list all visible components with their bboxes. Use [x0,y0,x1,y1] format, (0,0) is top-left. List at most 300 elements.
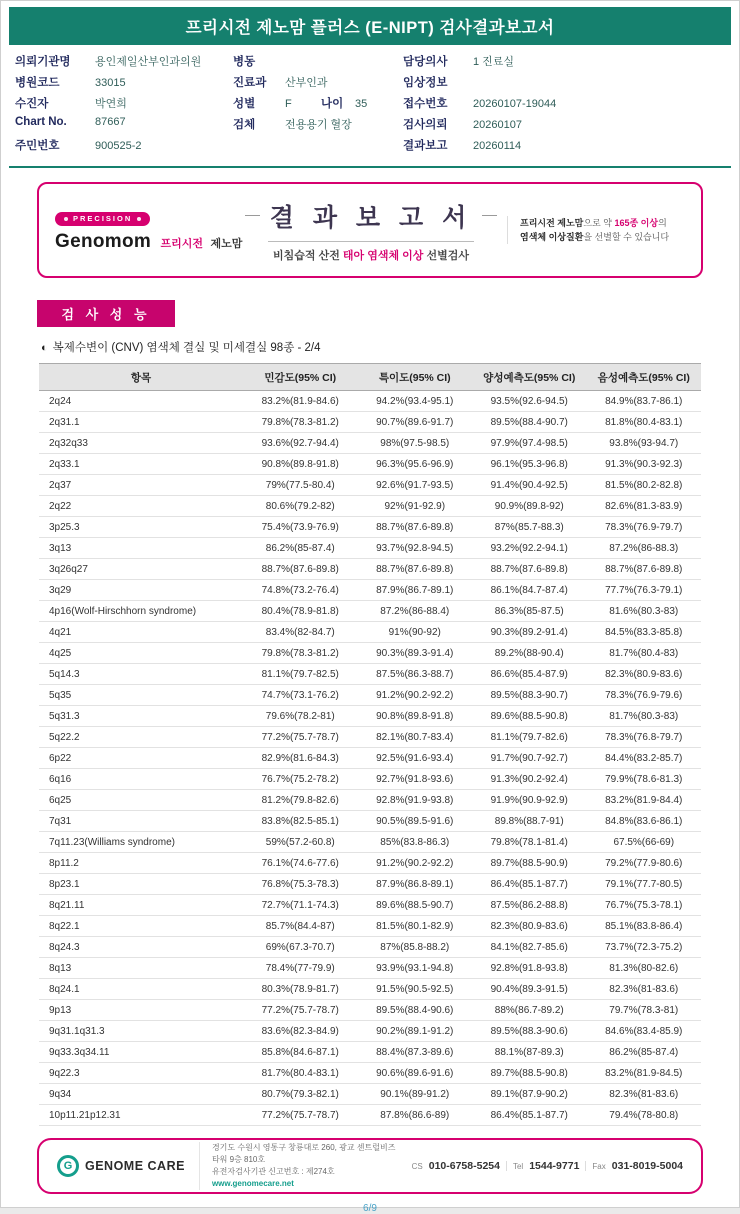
patient-info-col1 [15,53,233,158]
field-label: 담당의사 [403,56,448,68]
value-cell: 92.5%(91.6-93.4) [358,748,473,769]
value-cell: 81.2%(79.8-82.6) [243,790,358,811]
subtitle-suffix: 선별검사 [423,249,469,262]
table-row [39,706,701,727]
field-label: 성별 [233,98,256,110]
value-cell: 89.7%(88.5-90.9) [472,853,587,874]
value-cell: 86.4%(85.1-87.7) [472,1105,587,1126]
note-emphasis: 염색체 이상질환 [520,232,584,242]
field-value: 전용용기 혈장 [285,119,352,131]
value-cell: 91.2%(90.2-92.2) [358,853,473,874]
value-cell: 81.1%(79.7-82.5) [243,664,358,685]
value-cell: 91.3%(90.3-92.3) [587,454,702,475]
value-cell: 91.9%(90.9-92.9) [472,790,587,811]
report-header-box [37,182,703,278]
table-row [39,1084,701,1105]
item-name-cell: 9q31.1q31.3 [39,1021,243,1042]
value-cell: 88%(86.7-89.2) [472,1000,587,1021]
cs-number: 010-6758-5254 [428,1160,500,1172]
value-cell: 92.8%(91.8-93.8) [472,958,587,979]
field-value: 20260107-19044 [473,98,557,110]
value-cell: 82.3%(80.9-83.6) [472,916,587,937]
value-cell: 81.5%(80.1-82.9) [358,916,473,937]
table-row [39,1021,701,1042]
value-cell: 87.5%(86.2-88.8) [472,895,587,916]
value-cell: 82.3%(81-83.6) [587,1084,702,1105]
section-title-test-performance: 검 사 성 능 [37,300,175,327]
genomom-logo [55,208,243,253]
genomecare-logo [57,1155,185,1177]
value-cell: 79.6%(78.2-81) [243,706,358,727]
item-name-cell: 6p22 [39,748,243,769]
value-cell: 88.7%(87.6-89.8) [358,559,473,580]
value-cell: 87.9%(86.8-89.1) [358,874,473,895]
value-cell: 79.9%(78.6-81.3) [587,769,702,790]
value-cell: 82.6%(81.3-83.9) [587,496,702,517]
table-row [39,853,701,874]
table-row [39,580,701,601]
field-specimen [233,116,403,137]
item-name-cell: 8p11.2 [39,853,243,874]
note-line-2 [520,230,685,244]
value-cell: 78.3%(76.8-79.7) [587,727,702,748]
note-line-1 [520,216,685,230]
contact-info [412,1160,683,1172]
field-label: 병원코드 [15,77,60,89]
value-cell: 89.5%(88.3-90.7) [472,685,587,706]
field-label: 주민번호 [15,140,60,152]
value-cell: 84.6%(83.4-85.9) [587,1021,702,1042]
field-doctor [403,53,725,74]
value-cell: 69%(67.3-70.7) [243,937,358,958]
section-subtitle [41,339,739,355]
table-row [39,748,701,769]
note-brand: 프리시전 제노맘 [520,217,584,228]
field-label: 접수번호 [403,98,448,110]
value-cell: 84.8%(83.6-86.1) [587,811,702,832]
field-label: Chart No. [15,116,67,128]
value-cell: 88.7%(87.6-89.8) [472,559,587,580]
field-ward [233,53,403,74]
value-cell: 76.1%(74.6-77.6) [243,853,358,874]
value-cell: 92.8%(91.9-93.8) [358,790,473,811]
note-text: 으로 약 [583,217,615,228]
genomecare-logo-icon: G [57,1155,79,1177]
item-name-cell: 8q24.1 [39,979,243,1000]
col-header-ppv: 양성예측도(95% CI) [472,364,587,391]
value-cell: 76.7%(75.2-78.2) [243,769,358,790]
item-name-cell: 2q24 [39,391,243,412]
note-text: 을 선별할 수 있습니다 [583,232,670,242]
item-name-cell: 7q11.23(Williams syndrome) [39,832,243,853]
value-cell: 72.7%(71.1-74.3) [243,895,358,916]
value-cell: 79.8%(78.3-81.2) [243,412,358,433]
field-value: 용인제일산부인과의원 [95,56,202,68]
item-name-cell: 2q22 [39,496,243,517]
report-note [507,216,685,245]
item-name-cell: 9p13 [39,1000,243,1021]
value-cell: 88.1%(87-89.3) [472,1042,587,1063]
value-cell: 85.7%(84.4-87) [243,916,358,937]
value-cell: 93.9%(93.1-94.8) [358,958,473,979]
value-cell: 94.2%(93.4-95.1) [358,391,473,412]
patient-info-col3 [403,53,725,158]
value-cell: 88.7%(87.6-89.8) [358,517,473,538]
page-number: 6/9 [363,1203,377,1214]
report-title-row [245,198,497,234]
brand-name-en: Genomom [55,230,152,252]
value-cell: 81.3%(80-82.6) [587,958,702,979]
performance-table [39,363,701,1126]
value-cell: 87.2%(86-88.3) [587,538,702,559]
decorative-line-right [482,215,497,216]
field-label: 검체 [233,119,256,131]
value-cell: 79.8%(78.1-81.4) [472,832,587,853]
value-cell: 88.7%(87.6-89.8) [587,559,702,580]
fax-number: 031-8019-5004 [611,1160,683,1172]
value-cell: 87.8%(86.6-89) [358,1105,473,1126]
value-cell: 80.7%(79.3-82.1) [243,1084,358,1105]
value-cell: 90.8%(89.8-91.8) [358,706,473,727]
col-header-npv: 음성예측도(95% CI) [587,364,702,391]
value-cell: 82.3%(81-83.6) [587,979,702,1000]
company-website-link[interactable]: www.genomecare.net [211,1179,294,1188]
value-cell: 90.2%(89.1-91.2) [358,1021,473,1042]
value-cell: 91%(90-92) [358,622,473,643]
field-chart-no [15,116,233,137]
company-address-block [199,1142,398,1190]
field-label-age: 나이 [321,98,344,110]
value-cell: 88.4%(87.3-89.6) [358,1042,473,1063]
value-cell: 91.7%(90.7-92.7) [472,748,587,769]
value-cell: 93.7%(92.8-94.5) [358,538,473,559]
value-cell: 79%(77.5-80.4) [243,475,358,496]
value-cell: 83.4%(82-84.7) [243,622,358,643]
contact-separator [506,1161,507,1171]
field-value: 900525-2 [95,140,142,152]
value-cell: 84.9%(83.7-86.1) [587,391,702,412]
value-cell: 86.2%(85-87.4) [587,1042,702,1063]
section-subtitle-text: 복제수변이 (CNV) 염색체 결실 및 미세결실 98종 - 2/4 [52,342,321,354]
item-name-cell: 5q14.3 [39,664,243,685]
item-name-cell: 3q29 [39,580,243,601]
value-cell: 81.1%(79.7-82.6) [472,727,587,748]
field-label: 임상정보 [403,77,448,89]
value-cell: 81.8%(80.4-83.1) [587,412,702,433]
value-cell: 59%(57.2-60.8) [243,832,358,853]
item-name-cell: 5q31.3 [39,706,243,727]
table-row [39,916,701,937]
value-cell: 86.3%(85-87.5) [472,601,587,622]
subtitle-highlight: 태아 염색체 이상 [342,249,424,262]
field-resident-id [15,137,233,158]
item-name-cell: 2q33.1 [39,454,243,475]
note-highlight: 165종 이상 [614,217,659,228]
value-cell: 90.3%(89.3-91.4) [358,643,473,664]
value-cell: 91.4%(90.4-92.5) [472,475,587,496]
performance-table-body [39,391,701,1126]
item-name-cell: 4p16(Wolf-Hirschhorn syndrome) [39,601,243,622]
value-cell: 76.8%(75.3-78.3) [243,874,358,895]
item-name-cell: 10p11.21p12.31 [39,1105,243,1126]
value-cell: 93.2%(92.2-94.1) [472,538,587,559]
value-cell: 83.6%(82.3-84.9) [243,1021,358,1042]
report-subtitle [268,241,475,263]
report-title-block [235,198,507,263]
table-row [39,1000,701,1021]
item-name-cell: 4q21 [39,622,243,643]
value-cell: 81.5%(80.2-82.8) [587,475,702,496]
footer [37,1138,703,1194]
value-cell: 75.4%(73.9-76.9) [243,517,358,538]
field-hospital-code [15,74,233,95]
contact-separator [585,1161,586,1171]
item-name-cell: 6q25 [39,790,243,811]
table-row [39,496,701,517]
company-address: 경기도 수원시 영통구 창룡대로 260, 광교 센트럴비즈타워 9층 810호 [211,1143,396,1164]
table-row [39,412,701,433]
value-cell: 89.6%(88.5-90.7) [358,895,473,916]
item-name-cell: 2q31.1 [39,412,243,433]
value-cell: 96.1%(95.3-96.8) [472,454,587,475]
value-cell: 82.1%(80.7-83.4) [358,727,473,748]
field-value: 20260114 [473,140,522,152]
precision-badge: PRECISION [55,212,150,226]
table-row [39,1063,701,1084]
value-cell: 96.3%(95.6-96.9) [358,454,473,475]
field-sex-age [233,95,403,116]
item-name-cell: 8q13 [39,958,243,979]
value-cell: 92.7%(91.8-93.6) [358,769,473,790]
value-cell: 83.2%(81.9-84.6) [243,391,358,412]
value-cell: 79.4%(78-80.8) [587,1105,702,1126]
value-cell: 77.7%(76.3-79.1) [587,580,702,601]
item-name-cell: 7q31 [39,811,243,832]
table-row [39,664,701,685]
table-row [39,454,701,475]
value-cell: 89.2%(88-90.4) [472,643,587,664]
field-label: 검사의뢰 [403,119,448,131]
value-cell: 90.9%(89.8-92) [472,496,587,517]
tel-number: 1544-9771 [529,1160,580,1172]
item-name-cell: 9q33.3q34.11 [39,1042,243,1063]
table-row [39,958,701,979]
table-row [39,643,701,664]
divider-line [9,166,731,168]
table-row [39,895,701,916]
field-referring-org [15,53,233,74]
company-registration: 유전자검사기관 신고번호 : 제274호 [211,1167,335,1176]
half-circle-icon: ◐ [41,342,48,354]
field-order-date [403,116,725,137]
value-cell: 83.8%(82.5-85.1) [243,811,358,832]
field-department [233,74,403,95]
value-cell: 84.5%(83.3-85.8) [587,622,702,643]
value-cell: 89.7%(88.5-90.8) [472,1063,587,1084]
page-title: 프리시전 제노맘 플러스 (E-NIPT) 검사결과보고서 [9,7,731,45]
field-label: 의뢰기관명 [15,56,71,68]
brand-name-ko-1: 프리시전 [160,237,204,250]
value-cell: 76.7%(75.3-78.1) [587,895,702,916]
col-header-sensitivity: 민감도(95% CI) [243,364,358,391]
value-cell: 82.9%(81.6-84.3) [243,748,358,769]
field-patient-name [15,95,233,116]
cs-label: CS [411,1162,423,1171]
table-row [39,874,701,895]
item-name-cell: 9q34 [39,1084,243,1105]
value-cell: 89.1%(87.9-90.2) [472,1084,587,1105]
table-row [39,517,701,538]
value-cell: 77.2%(75.7-78.7) [243,1000,358,1021]
item-name-cell: 9q22.3 [39,1063,243,1084]
report-title: 결 과 보 고 서 [269,203,473,232]
value-cell: 91.3%(90.2-92.4) [472,769,587,790]
value-cell: 77.2%(75.7-78.7) [243,727,358,748]
table-row [39,811,701,832]
value-cell: 90.5%(89.5-91.6) [358,811,473,832]
value-cell: 87.2%(86-88.4) [358,601,473,622]
patient-info-col2 [233,53,403,158]
item-name-cell: 8q21.11 [39,895,243,916]
fax-label: Fax [592,1162,606,1171]
table-row [39,685,701,706]
item-name-cell: 4q25 [39,643,243,664]
value-cell: 83.2%(81.9-84.4) [587,790,702,811]
field-label: 결과보고 [403,140,448,152]
table-row [39,475,701,496]
company-name: GENOME CARE [85,1159,185,1173]
value-cell: 86.6%(85.4-87.9) [472,664,587,685]
item-name-cell: 5q35 [39,685,243,706]
field-value: 33015 [95,77,126,89]
table-row [39,433,701,454]
value-cell: 84.4%(83.2-85.7) [587,748,702,769]
value-cell: 81.7%(80.4-83) [587,643,702,664]
value-cell: 82.3%(80.9-83.6) [587,664,702,685]
item-name-cell: 6q16 [39,769,243,790]
value-cell: 74.7%(73.1-76.2) [243,685,358,706]
field-clinical-info [403,74,725,95]
value-cell: 80.4%(78.9-81.8) [243,601,358,622]
field-value: 87667 [95,116,126,128]
value-cell: 86.1%(84.7-87.4) [472,580,587,601]
table-row [39,622,701,643]
value-cell: 90.6%(89.6-91.6) [358,1063,473,1084]
value-cell: 79.1%(77.7-80.5) [587,874,702,895]
value-cell: 88.7%(87.6-89.8) [243,559,358,580]
performance-table-wrap [39,363,701,1126]
value-cell: 79.8%(78.3-81.2) [243,643,358,664]
value-cell: 86.2%(85-87.4) [243,538,358,559]
value-cell: 97.9%(97.4-98.5) [472,433,587,454]
subtitle-prefix: 비침습적 산전 [273,249,343,262]
col-header-item: 항목 [39,364,243,391]
item-name-cell: 3q13 [39,538,243,559]
value-cell: 93.6%(92.7-94.4) [243,433,358,454]
col-header-specificity: 특이도(95% CI) [358,364,473,391]
value-cell: 85.8%(84.6-87.1) [243,1042,358,1063]
value-cell: 81.7%(80.3-83) [587,706,702,727]
value-cell: 89.5%(88.4-90.7) [472,412,587,433]
value-cell: 84.1%(82.7-85.6) [472,937,587,958]
field-value: 산부인과 [285,77,328,89]
value-cell: 89.5%(88.3-90.6) [472,1021,587,1042]
table-row [39,937,701,958]
value-cell: 85.1%(83.8-86.4) [587,916,702,937]
item-name-cell: 5q22.2 [39,727,243,748]
table-row [39,1042,701,1063]
brand-name-ko-2: 제노맘 [210,237,243,250]
value-cell: 93.5%(92.6-94.5) [472,391,587,412]
table-row [39,790,701,811]
value-cell: 85%(83.8-86.3) [358,832,473,853]
field-receipt-no [403,95,725,116]
value-cell: 78.4%(77-79.9) [243,958,358,979]
field-value: 1 진료실 [473,56,515,68]
value-cell: 81.6%(80.3-83) [587,601,702,622]
value-cell: 79.2%(77.9-80.6) [587,853,702,874]
table-row [39,391,701,412]
value-cell: 80.6%(79.2-82) [243,496,358,517]
brand-line [55,230,243,253]
value-cell: 77.2%(75.7-78.7) [243,1105,358,1126]
decorative-line-left [245,215,260,216]
item-name-cell: 8q22.1 [39,916,243,937]
table-row [39,1105,701,1126]
field-value: 20260107 [473,119,522,131]
tel-label: Tel [512,1162,524,1171]
value-cell: 90.7%(89.6-91.7) [358,412,473,433]
value-cell: 83.2%(81.9-84.5) [587,1063,702,1084]
value-cell: 87%(85.8-88.2) [358,937,473,958]
item-name-cell: 2q32q33 [39,433,243,454]
item-name-cell: 3p25.3 [39,517,243,538]
field-value-sex: F [285,98,292,110]
patient-info [15,53,725,158]
value-cell: 74.8%(73.2-76.4) [243,580,358,601]
table-row [39,769,701,790]
value-cell: 93.8%(93-94.7) [587,433,702,454]
value-cell: 67.5%(66-69) [587,832,702,853]
value-cell: 92.6%(91.7-93.5) [358,475,473,496]
value-cell: 90.4%(89.3-91.5) [472,979,587,1000]
value-cell: 79.7%(78.3-81) [587,1000,702,1021]
value-cell: 87.5%(86.3-88.7) [358,664,473,685]
value-cell: 90.8%(89.8-91.8) [243,454,358,475]
value-cell: 89.8%(88.7-91) [472,811,587,832]
table-row [39,559,701,580]
field-label: 병동 [233,56,256,68]
table-row [39,538,701,559]
field-report-date [403,137,725,158]
table-row [39,979,701,1000]
item-name-cell: 8p23.1 [39,874,243,895]
field-value: 박연희 [95,98,127,110]
value-cell: 90.1%(89-91.2) [358,1084,473,1105]
value-cell: 81.7%(80.4-83.1) [243,1063,358,1084]
value-cell: 78.3%(76.9-79.7) [587,517,702,538]
value-cell: 91.5%(90.5-92.5) [358,979,473,1000]
value-cell: 89.6%(88.5-90.8) [472,706,587,727]
value-cell: 90.3%(89.2-91.4) [472,622,587,643]
item-name-cell: 8q24.3 [39,937,243,958]
value-cell: 86.4%(85.1-87.7) [472,874,587,895]
table-row [39,727,701,748]
field-value-age: 35 [355,98,368,110]
value-cell: 89.5%(88.4-90.6) [358,1000,473,1021]
value-cell: 78.3%(76.9-79.6) [587,685,702,706]
field-label: 진료과 [233,77,267,89]
